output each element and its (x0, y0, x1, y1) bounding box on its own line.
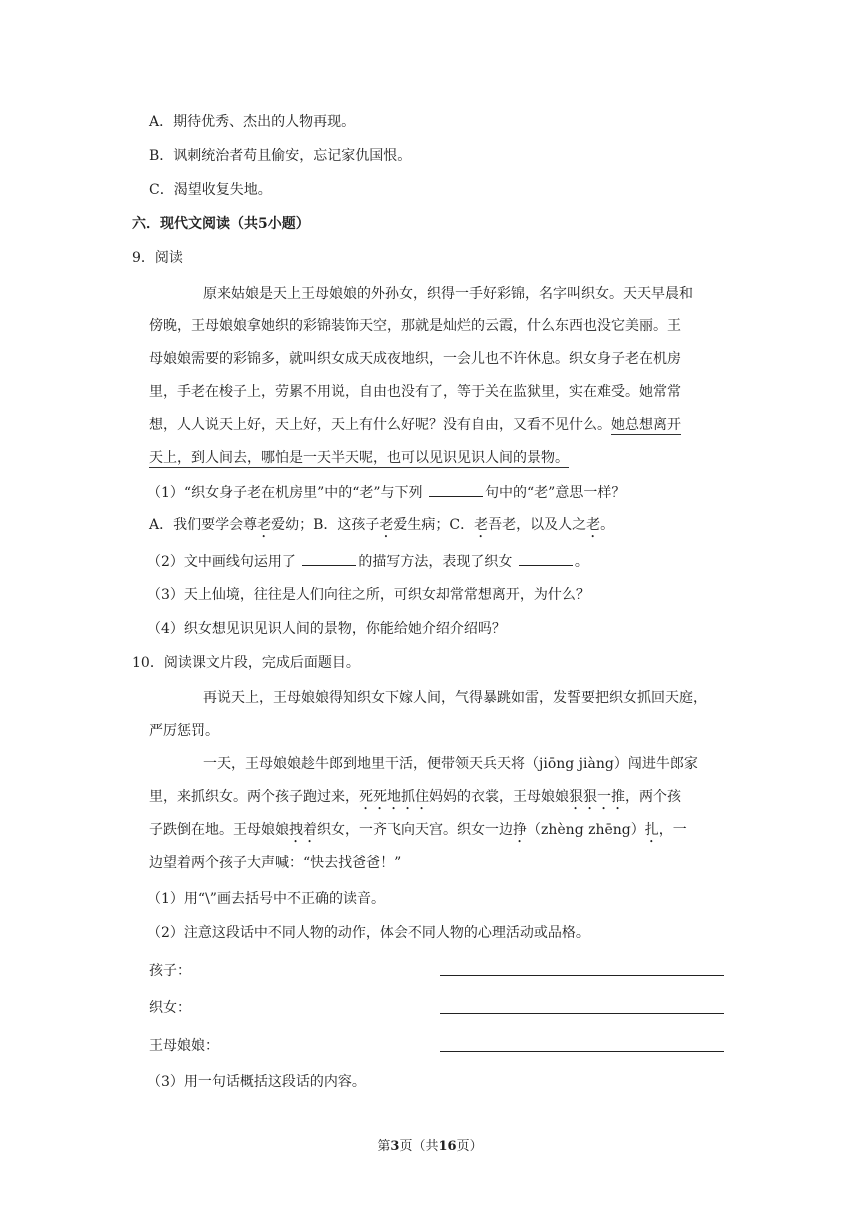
page-footer (0, 1138, 860, 1156)
q9-passage-line-2: 傍晚，王母娘娘拿她织的彩锦装饰天空，那就是灿烂的云霞，什么东西也没它美丽。王 (149, 318, 681, 334)
q9-sub1 (147, 482, 625, 503)
answer-line-wangmu[interactable] (440, 1051, 724, 1052)
q9-sub1-before: （1）“织女身子老在机房里”中的“老”与下列 (147, 485, 423, 501)
q10-p2-line-1: 一天，王母娘娘趁牛郎到地里干活，便带领天兵天将（jiōng jiàng）闯进牛郎家 (203, 756, 698, 772)
q9-label: 9．阅读 (132, 250, 183, 266)
q10-children-action: 死死地抓住 (359, 789, 429, 805)
q10-p2-l3-mid: 织女，一齐飞向天宫。织女一边 (317, 822, 513, 838)
q10-zhinv-action-2: 扎 (644, 822, 659, 838)
opt-b-text: 爱幼；B．这孩子 (271, 517, 380, 533)
q10-p2-l3-pre: 子跌倒在地。王母娘娘 (149, 822, 289, 838)
option-a: A．期待优秀、杰出的人物再现。 (149, 114, 356, 130)
opt-c-mid: 吾老，以及人之 (488, 517, 587, 533)
q10-pinyin-options: （zhèng zhēng） (527, 822, 645, 838)
q9-passage-line-5 (149, 415, 681, 435)
q10-zhinv-action-1: 挣 (513, 822, 527, 838)
opt-a-dotted: 老 (257, 517, 272, 533)
q10-label: 10．阅读课文片段，完成后面题目。 (132, 655, 360, 671)
footer-post: 页） (456, 1139, 483, 1154)
q10-p2-line-4: 边望着两个孩子大声喊：“快去找爸爸！” (149, 855, 402, 871)
q9-sub3: （3）天上仙境，往往是人们向往之所，可织女却常常想离开，为什么？ (147, 587, 590, 603)
q9-sub2-blank-1[interactable] (302, 551, 356, 566)
q10-sub2: （2）注意这段话中不同人物的动作，体会不同人物的心理活动或品格。 (147, 925, 590, 941)
option-c: C．渴望收复失地。 (149, 182, 272, 198)
q9-sub2 (147, 551, 589, 572)
q10-p2-l2-pre: 里，来抓织女。两个孩子跑过来， (149, 789, 359, 805)
q10-p1-line-2: 严厉惩罚。 (149, 723, 219, 739)
q10-p2-l2-end: ，两个孩 (625, 789, 681, 805)
q9-underlined-sentence-start: 她总想离开 (611, 417, 681, 433)
opt-b-dotted: 老 (379, 517, 394, 533)
q9-passage-line-6 (149, 448, 569, 468)
q9-sub1-options (149, 515, 614, 541)
answer-line-zhinv[interactable] (440, 1013, 724, 1014)
footer-pre: 第 (377, 1139, 391, 1154)
q9-sub4: （4）织女想见识见识人间的景物，你能给她介绍介绍吗？ (147, 621, 506, 637)
q9-passage-line-3: 母娘娘需要的彩锦多，就叫织女成天成夜地织，一会儿也不许休息。织女身子老在机房 (149, 351, 681, 367)
q9-passage-line-1: 原来姑娘是天上王母娘娘的外孙女，织得一手好彩锦，名字叫织女。天天早晨和 (203, 286, 693, 302)
q10-p2-l2-mid: 妈妈的衣裳，王母娘娘 (429, 789, 569, 805)
row-label-child: 孩子： (149, 963, 191, 979)
q10-wangmu-action-1: 狠狠一推 (569, 789, 625, 805)
q9-sub2-before: （2）文中画线句运用了 (147, 554, 296, 570)
q9-sub1-after: 句中的“老”意思一样？ (485, 485, 626, 501)
q9-sub1-blank[interactable] (429, 482, 483, 497)
row-label-wangmu: 王母娘娘： (149, 1038, 219, 1054)
opt-a-text: A．我们要学会尊 (149, 517, 258, 533)
footer-page-number: 3 (390, 1139, 400, 1154)
q10-wangmu-action-2: 拽着 (289, 822, 317, 838)
section-heading: 六．现代文阅读（共5小题） (132, 216, 310, 232)
option-b: B．讽刺统治者苟且偷安，忘记家仇国恨。 (149, 148, 412, 164)
q10-p2-line-3 (149, 820, 687, 846)
q10-sub1: （1）用“\”画去括号中不正确的读音。 (147, 891, 385, 907)
row-label-zhinv: 织女： (149, 1000, 191, 1016)
q9-sub2-after: 。 (574, 554, 589, 570)
q9-sub2-middle: 的描写方法，表现了织女 (358, 554, 513, 570)
q10-sub3: （3）用一句话概括这段话的内容。 (147, 1074, 366, 1090)
opt-c-dotted-1: 老 (474, 517, 489, 533)
q9-passage-line-4: 里，手老在梭子上，劳累不用说，自由也没有了，等于关在监狱里，实在难受。她常常 (149, 384, 681, 400)
opt-c-end: 。 (600, 517, 615, 533)
footer-total-pages: 16 (438, 1139, 457, 1154)
q10-p1-line-1: 再说天上，王母娘娘得知织女下嫁人间，气得暴跳如雷，发誓要把织女抓回天庭， (203, 690, 707, 706)
footer-mid: 页（共 (399, 1139, 439, 1154)
q9-passage-line-5-plain: 想，人人说天上好，天上好，天上有什么好呢？没有自由，又看不见什么。 (149, 417, 611, 433)
q10-p2-line-2 (149, 787, 681, 813)
opt-c-dotted-2: 老 (586, 517, 601, 533)
q10-p2-l3-end: ，一 (658, 822, 687, 838)
q9-sub2-blank-2[interactable] (519, 551, 573, 566)
opt-c-text: 爱生病；C． (393, 517, 475, 533)
answer-line-child[interactable] (440, 975, 724, 976)
q9-underlined-sentence-end: 天上，到人间去，哪怕是一天半天呢，也可以见识见识人间的景物。 (149, 450, 569, 466)
